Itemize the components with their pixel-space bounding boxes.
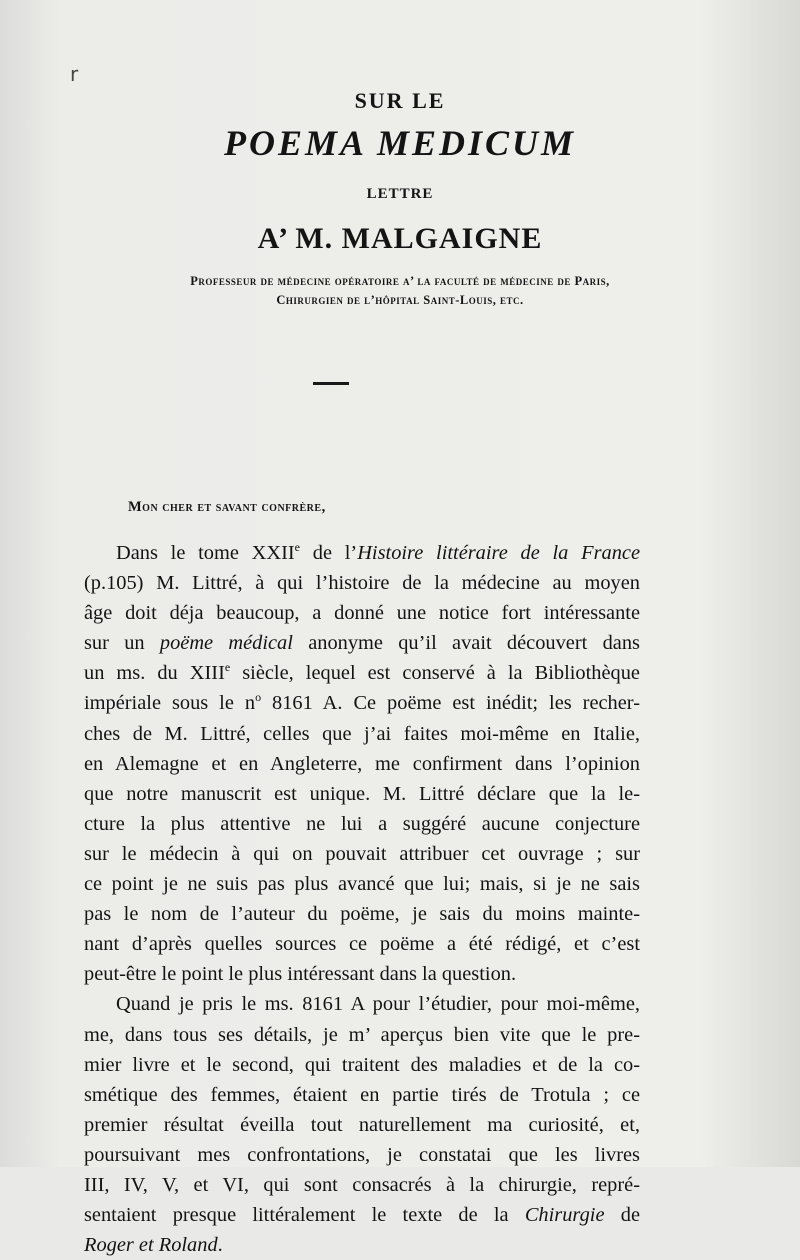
italic-text: Histoire littéraire de la France (357, 542, 640, 564)
text-span: cture la plus attentive ne lui a suggéré aucune conjecture (84, 812, 640, 835)
text-line (84, 598, 640, 628)
text-span: (p.105) M. Littré, à qui l’histoire de la médecine au moyen (84, 572, 640, 595)
text-span: que notre manuscrit est unique. M. Littré déclare que la le- (84, 782, 640, 805)
text-span: siècle, lequel est conservé à la Bibliothèque (230, 662, 640, 685)
text-line (84, 688, 640, 718)
section-divider (313, 382, 349, 385)
letter-body (84, 538, 640, 1260)
text-span: ches de M. Littré, celles que j’ai faites moi-même en Italie, (84, 722, 640, 745)
addressee-title-line-2: Chirurgien de l’hôpital Saint-Louis, etc. (276, 293, 524, 307)
text-span: sur le médecin à qui on pouvait attribuer cet ouvrage ; sur (84, 842, 640, 865)
text-line (84, 1080, 640, 1110)
text-span: sentaient presque littéralement le texte de la (84, 1204, 525, 1227)
text-span: en Alemagne et en Angleterre, me confirment dans l’opinion (84, 752, 640, 775)
text-line (84, 538, 640, 568)
text-span: de (604, 1204, 640, 1227)
salutation: Mon cher et savant confrère, (128, 499, 326, 515)
text-line (84, 719, 640, 749)
text-line (84, 959, 640, 989)
superscript: e (294, 540, 300, 555)
text-line (84, 1200, 640, 1230)
text-span: pas le nom de l’auteur du poëme, je sais du moins mainte- (84, 903, 640, 926)
text-line (84, 628, 640, 658)
text-span: Quand je pris le ms. 8161 A pour l’étudier, pour moi-même, (116, 993, 640, 1016)
text-span: peut-être le point le plus intéressant dans la question. (84, 963, 517, 986)
text-span: un ms. du XIII (84, 662, 225, 685)
text-span: poursuivant mes confrontations, je constatai que les livres (84, 1143, 640, 1166)
text-span: III, IV, V, et VI, qui sont consacrés à la chirurgie, repré- (84, 1173, 640, 1196)
text-span: nant d’après quelles sources ce poëme a été rédigé, et c’est (84, 933, 640, 956)
corner-mark: r (70, 62, 79, 86)
addressee-titles (0, 272, 800, 310)
paragraph-2 (84, 989, 640, 1260)
paragraph-1 (84, 538, 640, 989)
text-line (84, 779, 640, 809)
text-line (84, 989, 640, 1019)
text-span: premier résultat éveilla tout naturellement ma curiosité, et, (84, 1113, 640, 1136)
text-line (84, 1020, 640, 1050)
text-span: 8161 A. Ce poëme est inédit; les recher- (261, 692, 640, 715)
text-line (84, 839, 640, 869)
text-line (84, 568, 640, 598)
text-line (84, 1140, 640, 1170)
text-span: smétique des femmes, étaient en partie tirés de Trotula ; ce (84, 1083, 640, 1106)
superscript: o (255, 690, 262, 705)
text-span: mier livre et le second, qui traitent des maladies et de la co- (84, 1053, 640, 1076)
text-span: me, dans tous ses détails, je m’ aperçus bien vite que le pre- (84, 1023, 640, 1046)
text-line (84, 1170, 640, 1200)
addressee-title-line-1: Professeur de médecine opératoire a’ la faculté de médecine de Paris, (190, 274, 610, 288)
italic-text: Roger et Roland (84, 1234, 218, 1257)
text-line (84, 929, 640, 959)
italic-text: Chirurgie (524, 1204, 605, 1227)
text-line (84, 749, 640, 779)
addressee: A’ M. MALGAIGNE (257, 222, 543, 255)
text-line (84, 809, 640, 839)
heading-sur-le: SUR LE (354, 88, 446, 113)
text-span: de l’ (300, 542, 358, 564)
text-line (84, 1050, 640, 1080)
italic-text: poëme médical (159, 632, 293, 655)
text-line (84, 899, 640, 929)
text-span: Dans le tome XXII (116, 542, 295, 564)
heading-lettre: LETTRE (366, 186, 434, 202)
text-line (84, 869, 640, 899)
text-line (84, 1230, 640, 1260)
text-span: ce point je ne suis pas plus avancé que lui; mais, si je ne sais (84, 873, 640, 896)
page-title: POEMA MEDICUM (223, 123, 577, 163)
text-span: anonyme qu’il avait découvert dans (292, 632, 640, 655)
text-span: impériale sous le n (84, 692, 256, 715)
text-span: sur un (84, 632, 160, 655)
text-line (84, 658, 640, 688)
text-line (84, 1110, 640, 1140)
text-span: . (217, 1234, 223, 1257)
text-span: âge doit déja beaucoup, a donné une notice fort intéressante (84, 602, 640, 625)
superscript: e (224, 660, 231, 675)
